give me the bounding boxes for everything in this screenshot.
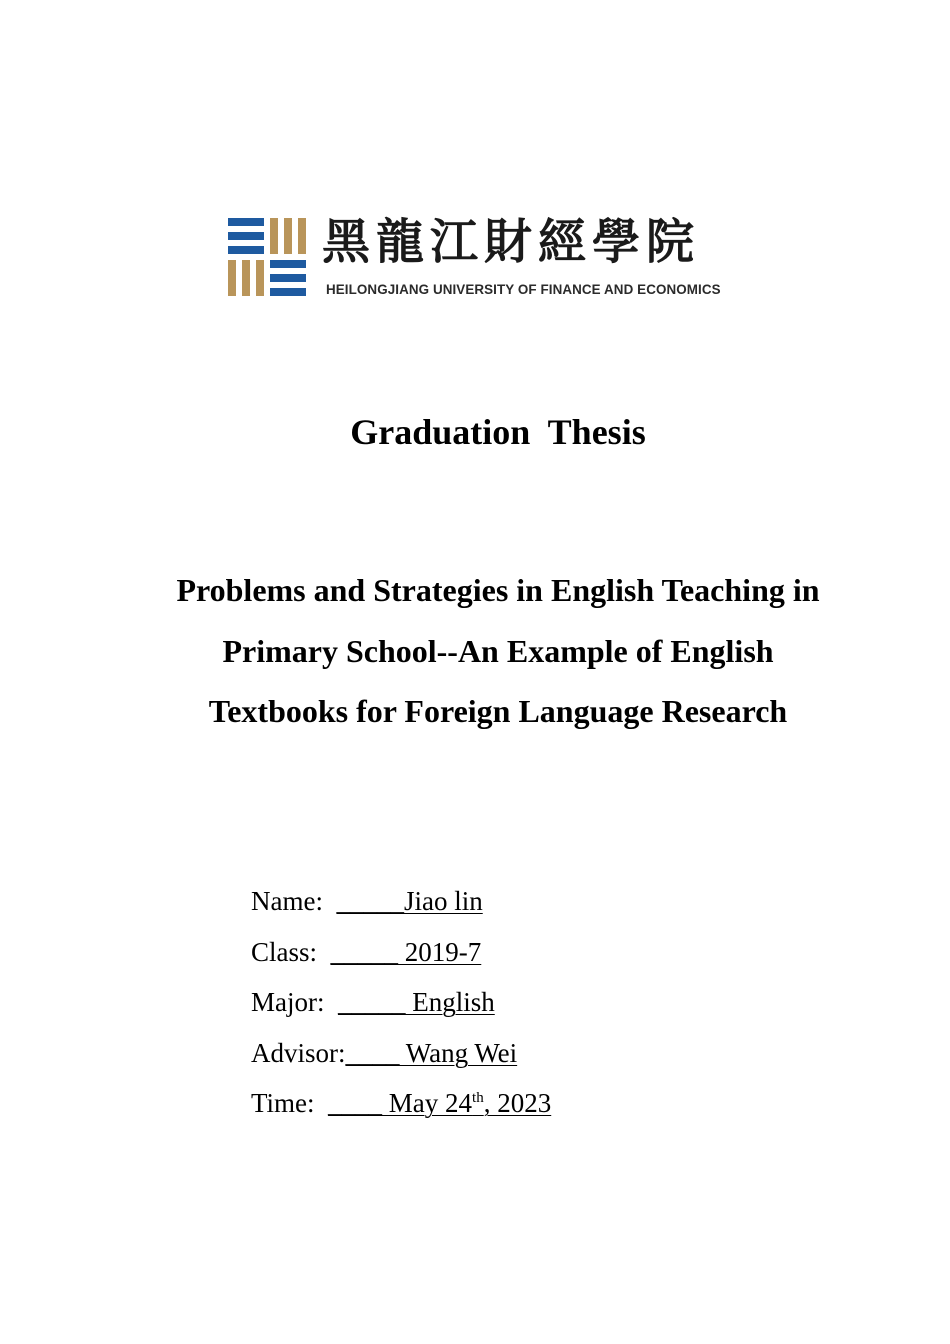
logo-emblem-icon: [228, 218, 306, 296]
student-info: [251, 876, 551, 1129]
thesis-title-line: Textbooks for Foreign Language Research: [208, 693, 788, 729]
info-row-name: [251, 876, 551, 927]
class-label: Class:: [251, 936, 331, 967]
name-value: _____Jiao lin: [336, 886, 483, 916]
logo-chinese-name: 黑龍江財經學院: [322, 214, 701, 270]
name-label: Name:: [251, 886, 337, 916]
info-row-advisor: [251, 1028, 551, 1079]
time-value-ordinal: th: [472, 1090, 484, 1106]
major-label: Major:: [251, 987, 338, 1017]
document-type-heading: Graduation Thesis: [350, 412, 646, 452]
advisor-label: Advisor:: [251, 1037, 346, 1068]
major-value: _____ English: [338, 987, 495, 1017]
time-label: Time:: [251, 1088, 329, 1118]
info-row-class: [251, 927, 551, 978]
logo-english-name: HEILONGJIANG UNIVERSITY OF FINANCE AND ECONOMICS: [326, 282, 721, 297]
thesis-title-line: Problems and Strategies in English Teaching in: [176, 572, 820, 608]
time-value-main: ____ May 24: [328, 1088, 473, 1118]
time-value: [328, 1088, 551, 1118]
university-logo: [228, 212, 773, 302]
thesis-title-line: Primary School--An Example of English: [222, 632, 774, 669]
info-row-major: [251, 977, 551, 1028]
thesis-title: [130, 560, 866, 742]
advisor-value: ____ Wang Wei: [345, 1037, 518, 1068]
class-value: _____ 2019-7: [330, 936, 482, 967]
time-value-year: , 2023: [483, 1088, 552, 1118]
info-row-time: [251, 1078, 551, 1129]
